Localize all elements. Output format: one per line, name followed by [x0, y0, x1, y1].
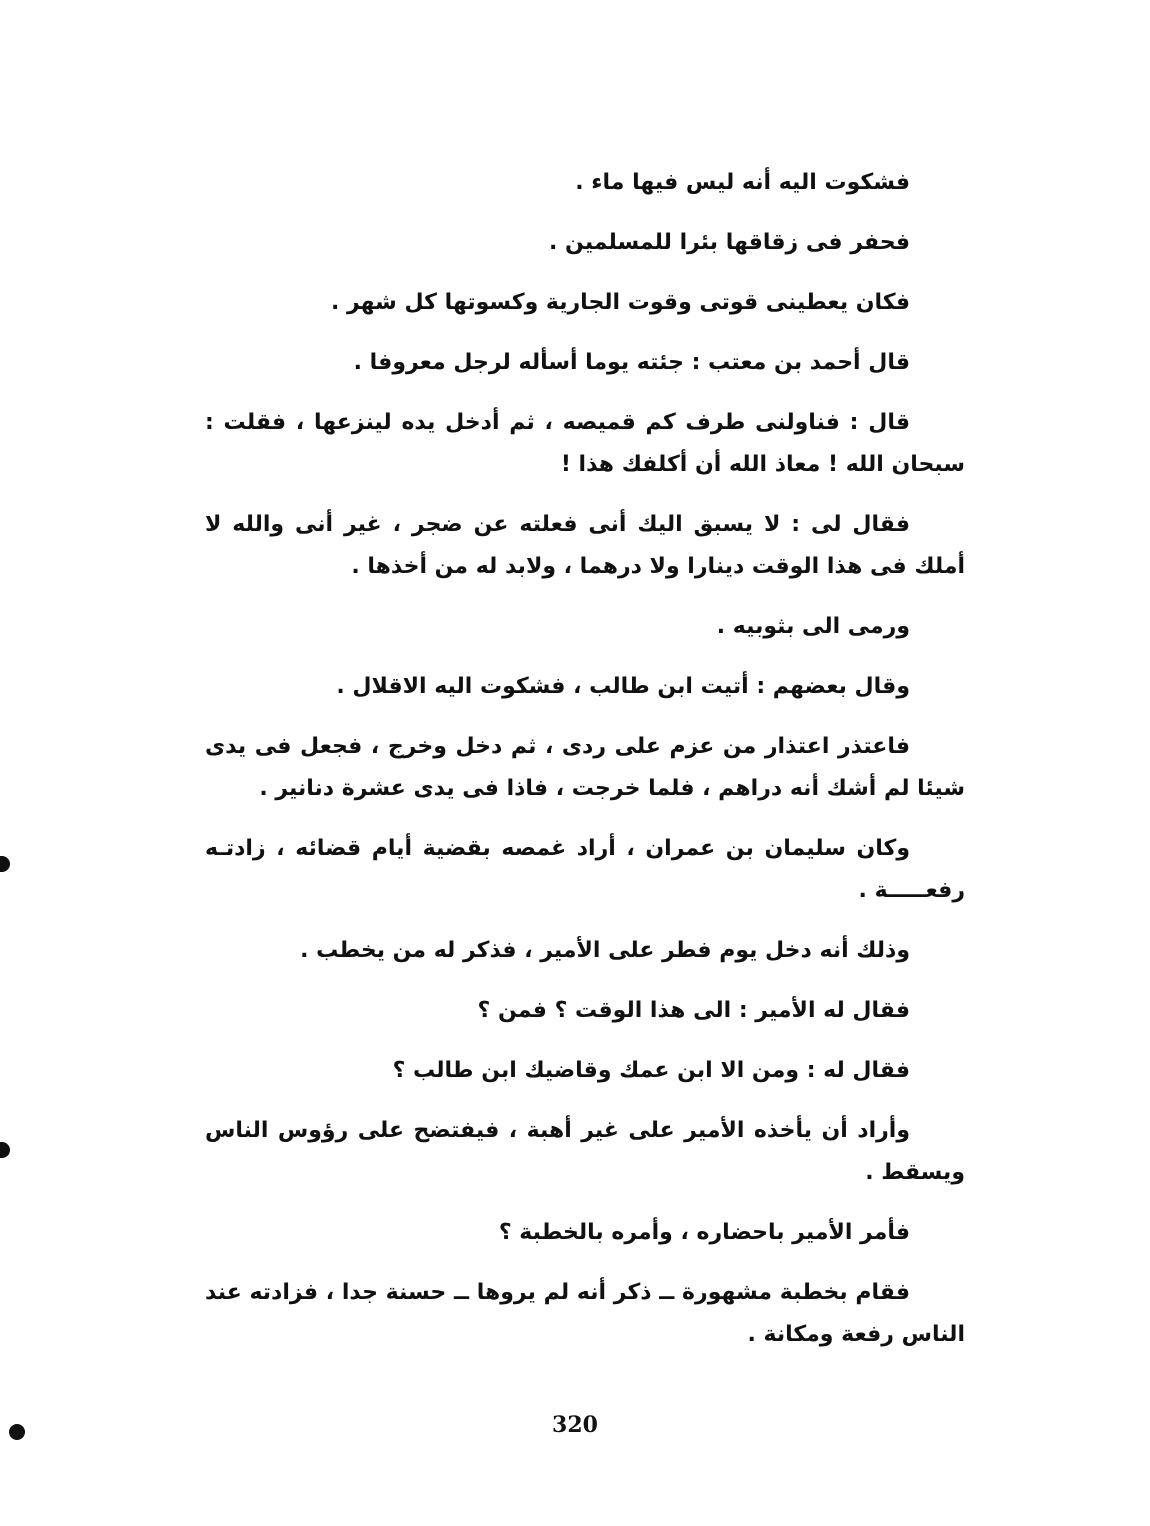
- page-body-text: [205, 162, 965, 1374]
- paragraph-10: وكان سليمان بن عمران ، أراد غمصه بقضية أيام قضائه ، زادتـه رفعـــــة .: [205, 836, 965, 903]
- paragraph-6: فقال لى : لا يسبق اليك أنى فعلته عن ضجر ، غير أنى والله لا أملك فى هذا الوقت دينارا ولا درهما ، ولابد له من أخذها .: [205, 512, 965, 579]
- paragraph-3: فكان يعطينى قوتى وقوت الجارية وكسوتها كل شهر .: [330, 290, 910, 315]
- paragraph-13: فقال له : ومن الا ابن عمك وقاضيك ابن طالب ؟: [392, 1058, 910, 1083]
- paragraph-7: ورمى الى بثوبيه .: [716, 614, 910, 639]
- paragraph-8: وقال بعضهم : أتيت ابن طالب ، فشكوت اليه الاقلال .: [336, 674, 910, 699]
- paragraph-9: فاعتذر اعتذار من عزم على ردى ، ثم دخل وخرج ، فجعل فى يدى شيئا لم أشك أنه دراهم ، فلما خرجت ، فاذا فى يدى عشرة دنانير .: [205, 734, 965, 801]
- paragraph-1: فشكوت اليه أنه ليس فيها ماء .: [575, 170, 910, 195]
- paragraph-14: وأراد أن يأخذه الأمير على غير أهبة ، فيفتضح على رؤوس الناس ويسقط .: [205, 1118, 965, 1185]
- binding-hole-mark: [0, 1142, 10, 1158]
- paragraph-11: وذلك أنه دخل يوم فطر على الأمير ، فذكر له من يخطب .: [300, 938, 910, 963]
- binding-hole-mark: [0, 856, 10, 872]
- binding-hole-mark: [9, 1424, 25, 1440]
- paragraph-12: فقال له الأمير : الى هذا الوقت ؟ فمن ؟: [477, 998, 910, 1023]
- paragraph-2: فحفر فى زقاقها بئرا للمسلمين .: [549, 230, 910, 255]
- paragraph-5: قال : فناولنى طرف كم قميصه ، ثم أدخل يده لينزعها ، فقلت : سبحان الله ! معاذ الله أن أكلفك هذا !: [205, 410, 965, 477]
- page-number: 320: [552, 1412, 598, 1438]
- paragraph-4: قال أحمد بن معتب : جئته يوما أسأله لرجل معروفا .: [353, 350, 910, 375]
- paragraph-16: فقام بخطبة مشهورة ــ ذكر أنه لم يروها ــ حسنة جدا ، فزادته عند الناس رفعة ومكانة .: [205, 1280, 965, 1347]
- paragraph-15: فأمر الأمير باحضاره ، وأمره بالخطبة ؟: [498, 1220, 910, 1245]
